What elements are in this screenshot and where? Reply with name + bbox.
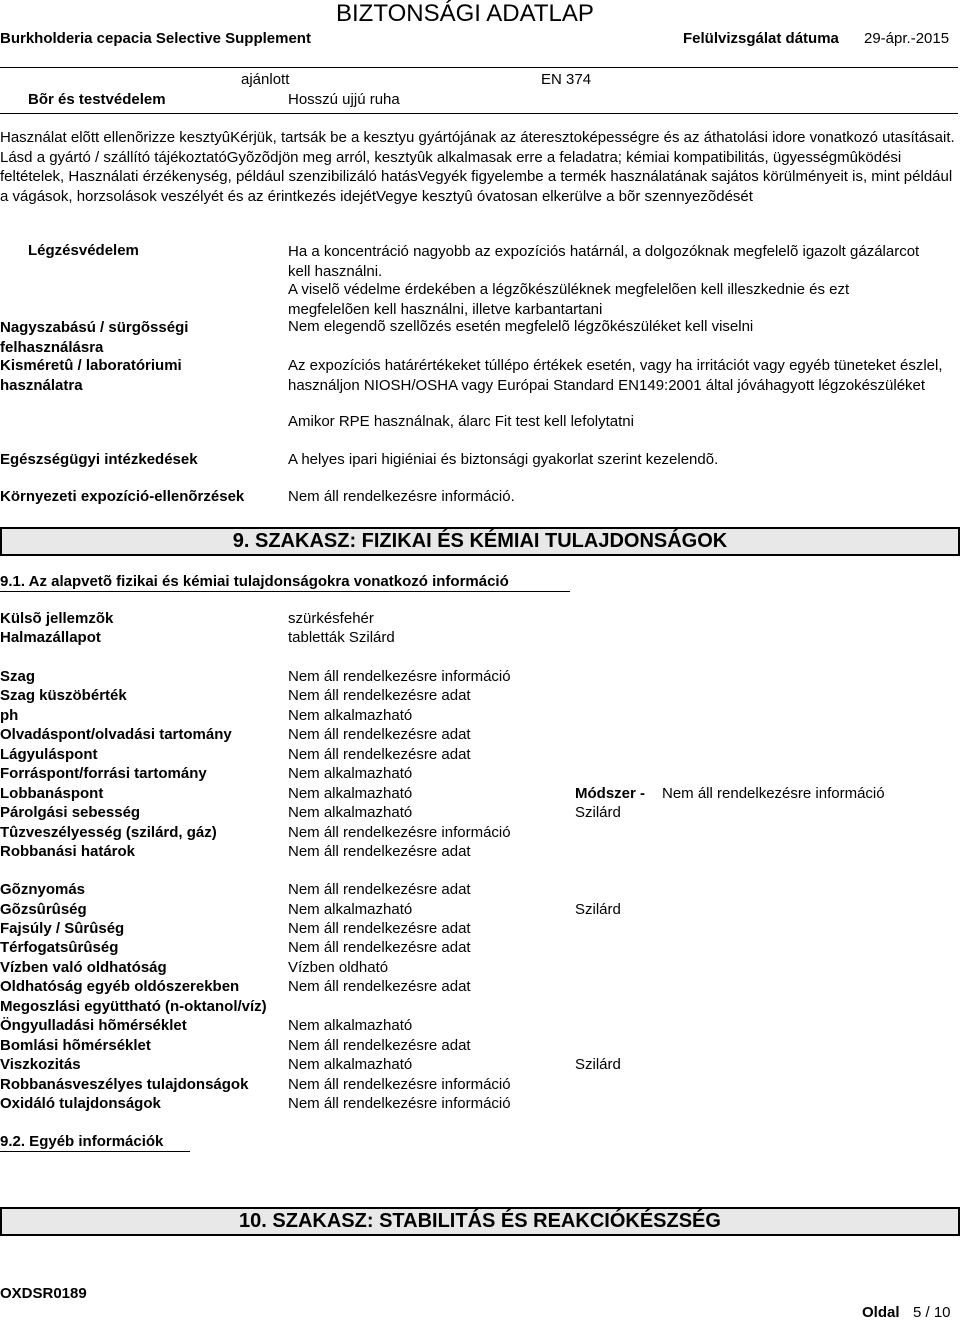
property-value: Nem alkalmazható — [288, 1017, 413, 1034]
property-label: Robbanásveszélyes tulajdonságok — [0, 1076, 249, 1093]
property-value: Nem alkalmazható — [288, 804, 413, 821]
property-value: Nem alkalmazható — [288, 1056, 413, 1073]
property-label: Gõznyomás — [0, 881, 86, 898]
revision-label: Felülvizsgálat dátuma — [683, 30, 839, 47]
property-value: Nem áll rendelkezésre információ — [288, 824, 511, 841]
property-label: Szag — [0, 668, 36, 685]
property-value: Nem áll rendelkezésre adat — [288, 920, 471, 937]
property-label: Külsõ jellemzõk — [0, 610, 114, 627]
property-value: Nem áll rendelkezésre információ — [288, 1095, 511, 1112]
product-name: Burkholderia cepacia Selective Supplement — [0, 30, 311, 47]
property-value: Nem alkalmazható — [288, 785, 413, 802]
footer-page-value: 5 / 10 — [913, 1304, 951, 1321]
property-label: Lágyuláspont — [0, 746, 98, 763]
small-scale-value: Az expozíciós határértékeket túllépo értékek esetén, vagy ha irritációt vagy egyéb tüneteket észlel, használjon NIOSH/OSHA vagy Európai Standard EN149:2001 által jóváhagyott légzokészüléket — [288, 357, 943, 394]
property-value: Nem áll rendelkezésre adat — [288, 746, 471, 763]
property-extra: Szilárd — [575, 804, 621, 821]
property-label: Fajsúly / Sûrûség — [0, 920, 125, 937]
skin-protection-label: Bõr és testvédelem — [28, 91, 166, 108]
revision-date: 29-ápr.-2015 — [864, 30, 950, 47]
recommended-label: ajánlott — [241, 71, 290, 88]
gloves-instructions: Használat elõtt ellenõrizze kesztyûKérjük, tartsák be a kesztyu gyártójának az áteresztoképességre és az áthatolási idore vonatkozó utasításait. Lásd a gyártó / szállító tájékoztatóGyõzõdjön meg arról, kesztyûk alkalmasak erre a feladatra; kémiai kompatibilitás, ügyességmûködési feltételek, Használati érzékenység, például szenzibilizáló hatásVegyék figyelembe a termék használatának sajátos körülményeit is, mint például a vágások, horzsolások veszélyét és az érintkezés idejétVegye kesztyû óvatosan elkerülve a bõr szennyezõdését — [0, 129, 955, 205]
property-label: Öngyulladási hõmérséklet — [0, 1017, 187, 1034]
property-label: Oxidáló tulajdonságok — [0, 1095, 161, 1112]
property-label: Megoszlási együttható (n-oktanol/víz) — [0, 998, 267, 1015]
large-scale-label: Nagyszabású / sürgõsségi felhasználásra — [0, 319, 189, 356]
property-label: Tûzveszélyesség (szilárd, gáz) — [0, 824, 217, 841]
large-scale-value: Nem elegendõ szellõzés esetén megfelelõ légzõkészüléket kell viselni — [288, 318, 754, 335]
property-value: szürkésfehér — [288, 610, 374, 627]
property-label: Bomlási hõmérséklet — [0, 1037, 151, 1054]
header-divider — [0, 67, 958, 68]
property-label: Térfogatsûrûség — [0, 939, 119, 956]
property-extra: Szilárd — [575, 1056, 621, 1073]
skin-divider — [0, 113, 958, 114]
property-label: Oldhatóság egyéb oldószerekben — [0, 978, 240, 995]
property-value: Nem áll rendelkezésre adat — [288, 843, 471, 860]
respiratory-value-2: A viselõ védelme érdekében a légzõkészüléknek megfelelõen kell illeszkednie és ezt megfelelõen kell használni, illetve karbantartani — [288, 281, 850, 318]
property-label: Halmazállapot — [0, 629, 101, 646]
standard-value: EN 374 — [541, 71, 592, 88]
property-value: Nem alkalmazható — [288, 901, 413, 918]
skin-protection-value: Hosszú ujjú ruha — [288, 91, 400, 108]
property-value: Nem alkalmazható — [288, 707, 413, 724]
property-value: Nem áll rendelkezésre információ — [288, 1076, 511, 1093]
property-value: Nem áll rendelkezésre adat — [288, 881, 471, 898]
property-value: Nem áll rendelkezésre adat — [288, 726, 471, 743]
property-label: Viszkozitás — [0, 1056, 81, 1073]
hygiene-value: A helyes ipari higiéniai és biztonsági gyakorlat szerint kezelendõ. — [288, 451, 719, 468]
subsection-9-2-heading: 9.2. Egyéb információk — [0, 1133, 190, 1152]
property-label: Robbanási határok — [0, 843, 136, 860]
section-9-heading: 9. SZAKASZ: FIZIKAI ÉS KÉMIAI TULAJDONSÁGOK — [0, 527, 960, 556]
property-value: Nem áll rendelkezésre adat — [288, 687, 471, 704]
footer-page-label: Oldal — [862, 1304, 900, 1321]
property-label: Lobbanáspont — [0, 785, 104, 802]
property-label: Párolgási sebesség — [0, 804, 141, 821]
respiratory-value-1: Ha a koncentráció nagyobb az expozíciós határnál, a dolgozóknak megfelelõ igazolt gázálarcot kell használni. — [288, 243, 920, 280]
footer-code: OXDSR0189 — [0, 1285, 87, 1302]
environmental-label: Környezeti expozíció-ellenõrzések — [0, 488, 245, 505]
property-value: Nem alkalmazható — [288, 765, 413, 782]
document-title: BIZTONSÁGI ADATLAP — [336, 0, 594, 27]
subsection-9-1-heading: 9.1. Az alapvetõ fizikai és kémiai tulajdonságokra vonatkozó információ — [0, 573, 570, 592]
property-value: tabletták Szilárd — [288, 629, 395, 646]
property-value: Nem áll rendelkezésre adat — [288, 939, 471, 956]
property-label: ph — [0, 707, 19, 724]
small-scale-label: Kisméretû / laboratóriumi használatra — [0, 357, 182, 394]
small-scale-value-2: Amikor RPE használnak, álarc Fit test kell lefolytatni — [288, 413, 634, 430]
respiratory-label: Légzésvédelem — [28, 242, 139, 259]
property-label: Forráspont/forrási tartomány — [0, 765, 207, 782]
method-value: Nem áll rendelkezésre információ — [662, 785, 885, 802]
property-extra: Szilárd — [575, 901, 621, 918]
property-label: Szag küszöbérték — [0, 687, 127, 704]
property-value: Vízben oldható — [288, 959, 389, 976]
property-label: Vízben való oldhatóság — [0, 959, 167, 976]
section-10-heading: 10. SZAKASZ: STABILITÁS ÉS REAKCIÓKÉSZSÉG — [0, 1207, 960, 1236]
property-value: Nem áll rendelkezésre információ — [288, 668, 511, 685]
environmental-value: Nem áll rendelkezésre információ. — [288, 488, 515, 505]
property-value: Nem áll rendelkezésre adat — [288, 1037, 471, 1054]
property-value: Nem áll rendelkezésre adat — [288, 978, 471, 995]
hygiene-label: Egészségügyi intézkedések — [0, 451, 198, 468]
method-label: Módszer - — [575, 785, 646, 802]
property-label: Gõzsûrûség — [0, 901, 87, 918]
property-label: Olvadáspont/olvadási tartomány — [0, 726, 232, 743]
